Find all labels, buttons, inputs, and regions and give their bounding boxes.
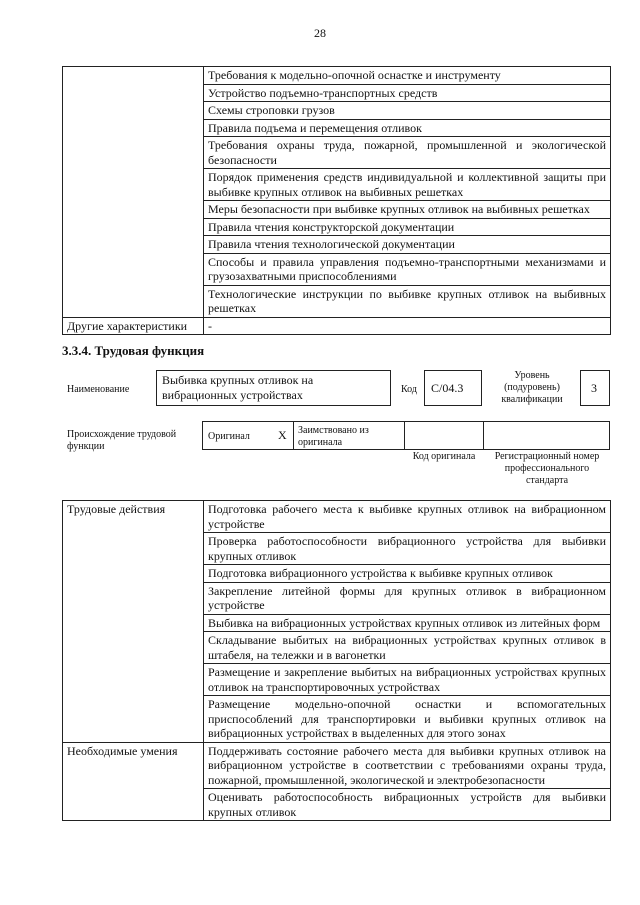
list-item: Закрепление литейной формы для крупных отливок в вибрационном устройстве: [204, 582, 611, 614]
list-item: Размещение модельно-опочной оснастки и вспомогательных приспособлений для транспортировки и выбивки крупных отливок на вибрационных устройствах в выделенных для этого зонах: [204, 696, 611, 743]
list-item: Правила чтения технологической документации: [204, 236, 611, 254]
table-row: [63, 501, 611, 533]
borrowed-box: [293, 421, 405, 450]
table-row: [63, 317, 611, 335]
page-number: 28: [314, 26, 326, 40]
function-name-box: [156, 370, 391, 406]
labor-actions-label: Трудовые действия: [63, 501, 204, 743]
list-item: Проверка работоспособности вибрационного устройства для выбивки крупных отливок: [204, 533, 611, 565]
table-row: [63, 742, 611, 789]
level-box: [580, 370, 610, 406]
labor-function-table: [62, 500, 611, 821]
list-item: Требования охраны труда, пожарной, промышленной и экологической безопасности: [204, 137, 611, 169]
borrowed-label: Заимствовано из оригинала: [298, 425, 369, 448]
section-title: 3.3.4. Трудовая функция: [62, 343, 205, 358]
original-mark: X: [278, 428, 287, 442]
origin-label: Происхождение трудовой функции: [67, 429, 177, 452]
list-item: Поддерживать состояние рабочего места для выбивки крупных отливок на вибрационном устройстве в соответствии с требованиями охраны труда, пожарной, промышленной, экологической и электробезопасности: [204, 742, 611, 789]
list-item: Схемы строповки грузов: [204, 102, 611, 120]
origin-code-caption: Код оригинала: [412, 451, 476, 462]
origin-reg-caption: Регистрационный номер профессионального стандарта: [494, 451, 600, 486]
list-item: Устройство подъемно-транспортных средств: [204, 84, 611, 102]
skills-label: Необходимые умения: [63, 742, 204, 821]
other-characteristics-label: Другие характеристики: [63, 317, 204, 335]
list-item: Размещение и закрепление выбитых на вибрационных устройствах крупных отливок на транспортировочных устройствах: [204, 664, 611, 696]
code-value: C/04.3: [431, 381, 464, 395]
list-item: Подготовка рабочего места к выбивке крупных отливок на вибрационном устройстве: [204, 501, 611, 533]
knowledge-label-cell: [63, 67, 204, 318]
level-value: 3: [591, 381, 597, 395]
list-item: Складывание выбитых на вибрационных устройствах крупных отливок в штабеля, на тележки и в вагонетки: [204, 632, 611, 664]
list-item: Правила чтения конструкторской документации: [204, 218, 611, 236]
other-characteristics-value: -: [204, 317, 611, 335]
original-label: Оригинал: [208, 431, 250, 442]
code-label: Код: [401, 384, 417, 395]
origin-code-box: [404, 421, 484, 450]
list-item: Правила подъема и перемещения отливок: [204, 119, 611, 137]
list-item: Оценивать работоспособность вибрационных устройств для выбивки крупных отливок: [204, 789, 611, 821]
knowledge-table: [62, 66, 611, 335]
list-item: Требования к модельно-опочной оснастке и инструменту: [204, 67, 611, 85]
list-item: Технологические инструкции по выбивке крупных отливок на выбивных решетках: [204, 285, 611, 317]
origin-box: [202, 421, 294, 450]
list-item: Выбивка на вибрационных устройствах крупных отливок из литейных форм: [204, 614, 611, 632]
level-label: Уровень (подуровень) квалификации: [501, 370, 563, 405]
origin-reg-box: [483, 421, 610, 450]
list-item: Подготовка вибрационного устройства к выбивке крупных отливок: [204, 565, 611, 583]
list-item: Способы и правила управления подъемно-транспортными механизмами и грузозахватными приспособлениями: [204, 253, 611, 285]
code-box: [424, 370, 482, 406]
function-name: Выбивка крупных отливок на вибрационных устройствах: [162, 373, 314, 402]
name-label: Наименование: [67, 384, 130, 395]
list-item: Порядок применения средств индивидуальной и коллективной защиты при выбивке крупных отливок на выбивных решетках: [204, 169, 611, 201]
table-row: [63, 67, 611, 85]
list-item: Меры безопасности при выбивке крупных отливок на выбивных решетках: [204, 201, 611, 219]
